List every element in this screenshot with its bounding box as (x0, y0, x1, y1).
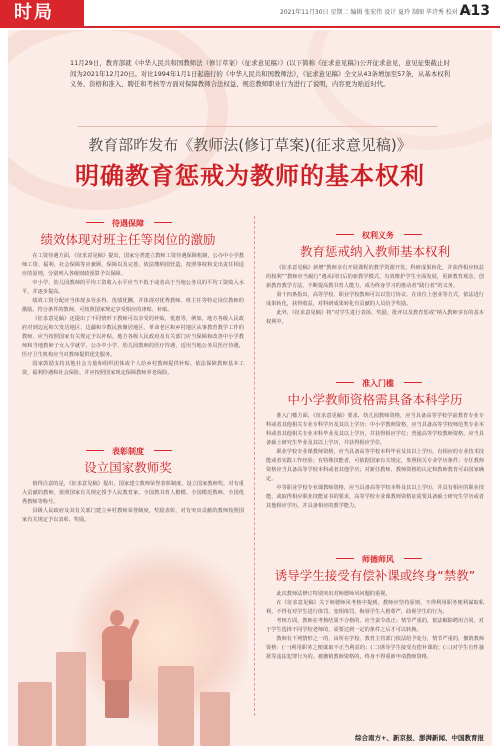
paragraph: 《征求意见稿》还提出了不同情形下教师可以享受的补贴，优惠等，例如，地方各级人民政府对到边远和欠发达地区、边疆和少数民族聚居地区、革命老区和乡村地区从事教育教学工作的教师，应当按照国家有关规定予以补贴。地方各级人民政府及有关部门应当保障和改善中小学教师和当地教师子女入学就学。公办中小学、幼儿园教师的医疗待遇，适用当地公务员医疗待遇，医疗卫生机构应当对教师提供优先服务。 (22, 316, 244, 358)
intro-paragraph: 11月29日，教育部就《中华人民共和国教师法（修订草案）（征求意见稿）》(以下简称《征求意见稿》)公开征求意见，意见征集截止时间为2021年12月20日。对比1994年1月1日起施行的《中华人民共和国教师法》，《征求意见稿》全文从43条增加至57条，从基本权利义务、资格和准入、聘任和考核等方面对保障教师合法权益、规范教师职业行为进行了说明，内容更为贴近时代。 (70, 59, 450, 88)
section2-kicker: 表彰制度 (112, 447, 144, 456)
page-number: A13 (459, 3, 490, 19)
section4-body (266, 412, 484, 550)
paragraph: 第十四条指出，高等学校、职业学校教师可以以签订协议、在岗位上创业等方式，依法进行成果转化，获得收益，对科研成果转化有贡献的人员给予奖励。 (266, 292, 484, 307)
section3-kicker: 权利义务 (362, 231, 394, 240)
section1-title: 绩效体现对班主任等岗位的激励 (40, 232, 216, 247)
kicker-rule (154, 222, 172, 223)
teacher-silhouette-illustration (8, 532, 248, 746)
paragraph: 此外，《征求意见稿》将“对学生进行表扬、奖励，批评以及教育惩戒”纳入教师享有的基本权利中。 (266, 310, 484, 325)
section5-title: 诱导学生接受有偿补课或终身“禁教” (274, 568, 476, 583)
paragraph: 绩效工资分配应当体现多劳多得、优绩优酬，并体现对优秀教师、班主任等特定岗位教师的激励。符合条件的教师，可按照国家规定享受相应的津贴、补贴。 (22, 298, 244, 313)
section5-kicker: 师德师风 (362, 555, 394, 564)
kicker-rule (336, 234, 354, 235)
section3-title: 教育惩戒纳入教师基本权利 (299, 244, 450, 259)
article-headline: 明确教育惩戒为教师的基本权利 (75, 162, 425, 190)
kicker-rule (86, 450, 104, 451)
article-subtitle: 教育部昨发布《教师法(修订草案)(征求意见稿)》 (88, 136, 412, 154)
paragraph: 准入门槛方面，《征求意见稿》要求，幼儿园教师资格，应当具备高等学校学前教育专业专科或者其他相关专业专科学历及其以上学历；中小学教师资格，应当具备高等学校师范类专业本科或者其他相关专业本科毕业及其以上学历，并获得相应学位；普通高等学校教师资格，应当具备硕士研究生毕业及其以上学历，并获得相应学位。 (266, 413, 484, 446)
paragraph: 中小学、幼儿园教师的平均工资收入水平应当不低于或者高于当地公务员的平均工资收入水平，并逐步提高。 (22, 280, 244, 295)
paragraph: 国家鼓励支持其他社会力量和组织团体或个人给乡村教师提供补贴。依法保障教师基本工资，福利待遇和社会保险，并应按照国家规定保障教师养老保险。 (22, 361, 244, 376)
kicker-rule (404, 234, 422, 235)
kicker-rule (336, 382, 354, 383)
section1-kicker: 待遇保障 (112, 219, 144, 228)
kicker-rule (336, 558, 354, 559)
paragraph: 值得注意的是，《征求意见稿》提出，国家建立教师荣誉表彰制度，设立国家教师奖，对有重大贡献的教师，依照国家有关规定授予人民教育家、全国教书育人楷模、全国模范教师、全国优秀教师等称号。 (22, 481, 244, 505)
section4-kicker: 准入门槛 (362, 379, 394, 388)
column-divider (254, 216, 255, 716)
section-tab: 时局 (0, 0, 84, 26)
paragraph: 中等职业学校专业课教师资格，应当具备高等学校本科及其以上学历，并具有相应的职业技能，或取得相应职业技能证书的要求，高等学校专业课教师资格证需要具备硕士研究生学历或者其他相应学历，并具备相应的教学能力。 (266, 485, 484, 509)
section2-body (22, 480, 244, 536)
background-swirl (308, 30, 492, 150)
page-meta: 2021年11月30日 星期二 编辑 张宏伟 设计 夏玲 制图 毕诗秀 校对 刘艳 (280, 9, 472, 16)
kicker-rule (86, 222, 104, 223)
masthead (0, 0, 500, 26)
section2-title: 设立国家教师奖 (84, 460, 172, 475)
section3-body (266, 264, 484, 374)
paragraph: 职业学校专业课教师资格，应当具备高等学校本科毕业及其以上学历，有相应的专业技术技能或者实践工作经验；有特殊技能者，可依据国家有关规定，参照相关专业学历条件；专任教师资格应当具备高等学校本科或者其他学历；对新任教师，教师资格的认定和教师教育可由国家确定。 (266, 449, 484, 482)
paragraph: 在《征求意见稿》关于师德师风考核中提到，教师应坚持原则，不得利用职务便利谋取私利，不得有对学生进行体罚、变相体罚，侮辱学生人格尊严，歧视学生的行为。 (266, 600, 484, 615)
paragraph: 《征求意见稿》新增“教师享有开展课程的教学资源开发，科研成果转化，并获得相应权益的权利”“教师应当履行”遵从回归后的新教学模式，有效维护学生全面发展，更新教育观念，创新教育教学方法，不断提高教书育人能力，成为终身学习的推动者“践行者”的义务。 (266, 265, 484, 289)
paragraph: 在工资待遇方面，《征求意见稿》提出，国家分类建立教师工资待遇保障机制，公办中小学教师工资、福利、社会保障等应兼顾，保障以及完善，依法缴纳国营造，按照事权和支出责任相适应的原则，分别列入各级财政预算予以保障。 (22, 253, 244, 277)
section4-title: 中小学教师资格需具备本科学历 (287, 392, 463, 407)
source-credit: 综合南方+、新京报、澎湃新闻、中国教育报 (355, 734, 484, 742)
paragraph: 此次教师法修订特别突出对师德师风问题的重视。 (276, 591, 391, 597)
paragraph: 县级人民政府及其有关部门建立乡村教师荣誉制度，奖励表彰，对有突出贡献的教师按照国家有关规定予以表彰、奖励。 (22, 508, 244, 523)
masthead-rule (0, 26, 500, 28)
illustration-block (56, 652, 86, 746)
kicker-rule (404, 558, 422, 559)
illustration-block (158, 666, 194, 746)
paragraph: 考核方面，教师在考核结果不合格的，应当责令改正；情节严重的，依法解除聘用合同。对于学生选择不同学校老师的，需要达到一定的条件之后才可以转换。 (266, 618, 484, 633)
teacher-figure-icon (88, 610, 148, 720)
kicker-rule (404, 382, 422, 383)
paragraph: 教师有下列情形之一的，由所在学校、教育主管部门依法给予处分，情节严重的，撤销教师资格：(一)利用职务之便谋取不正当利益的；(二)诱导学生接受有偿补课的；(三)对学生有性骚扰等违法犯罪行为的。被撤销教师资格的，终身不得重新申请教师资格。 (266, 636, 484, 660)
illustration-block (18, 682, 52, 746)
article-panel (8, 30, 492, 746)
kicker-rule (154, 450, 172, 451)
illustration-block (200, 692, 230, 746)
section5-body (266, 590, 484, 718)
intro-divider (78, 126, 438, 127)
